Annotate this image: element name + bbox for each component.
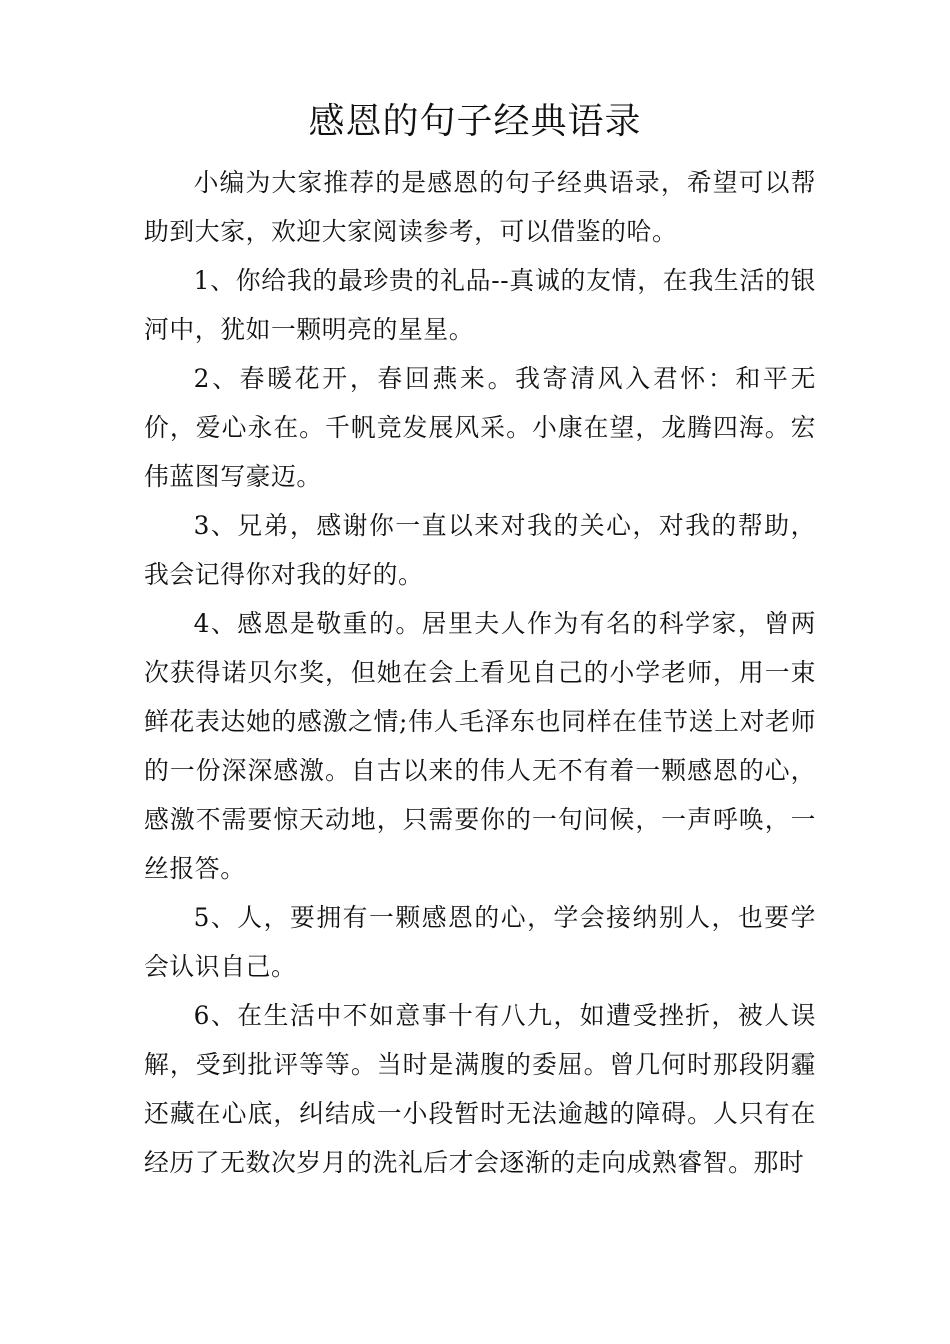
paragraph-intro: 小编为大家推荐的是感恩的句子经典语录，希望可以帮助到大家，欢迎大家阅读参考，可以借鉴的哈。 [144, 168, 816, 246]
document-title: 感恩的句子经典语录 [308, 101, 642, 142]
document-body [144, 158, 816, 1187]
paragraph-quote-4: 4、感恩是敬重的。居里夫人作为有名的科学家，曾两次获得诺贝尔奖，但她在会上看见自己的小学老师，用一束鲜花表达她的感激之情;伟人毛泽东也同样在佳节送上对老师的一份深深感激。自古以来的伟人无不有着一颗感恩的心，感激不需要惊天动地，只需要你的一句问候，一声呼唤，一丝报答。 [144, 609, 816, 883]
paragraph-quote-2: 2、春暖花开，春回燕来。我寄清风入君怀：和平无价，爱心永在。千帆竞发展风采。小康在望，龙腾四海。宏伟蓝图写豪迈。 [144, 364, 816, 491]
paragraph-quote-5: 5、人，要拥有一颗感恩的心，学会接纳别人，也要学会认识自己。 [144, 903, 816, 981]
paragraph-quote-6: 6、在生活中不如意事十有八九，如遭受挫折，被人误解，受到批评等等。当时是满腹的委屈。曾几何时那段阴霾还藏在心底，纠结成一小段暂时无法逾越的障碍。人只有在经历了无数次岁月的洗礼后才会逐渐的走向成熟睿智。那时 [144, 1001, 816, 1177]
paragraph-quote-3: 3、兄弟，感谢你一直以来对我的关心，对我的帮助，我会记得你对我的好的。 [144, 511, 816, 589]
paragraph-quote-1: 1、你给我的最珍贵的礼品--真诚的友情，在我生活的银河中，犹如一颗明亮的星星。 [144, 266, 816, 344]
